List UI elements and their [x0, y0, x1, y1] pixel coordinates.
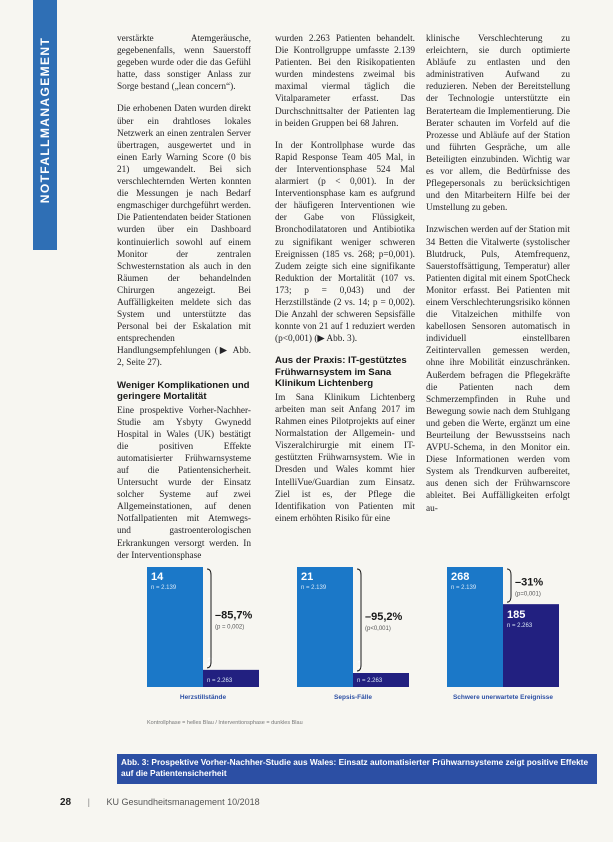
paragraph: Inzwischen werden auf der Station mit 34 Betten die Vitalwerte (systolischer Blutdruck, Puls, Atemfrequenz, Sauerstoffsättigung, Temperatur) aller Patienten digital mit einem SpotCheck Monitor erfasst. Bei Patienten mit einem Verschlechterungsrisiko können die Vitalzeichen mithilfe von kabellosen Sensoren automatisch in individuell einstellbaren Zeitintervallen gemessen werden, ohne ihre Mobilität einzuschränken. Außerdem befragen die Pflegekräfte die Patienten nach dem Schmerzempfinden in Ruhe und Bewegung sowie nach dem Stuhlgang und geben die Werte, ergänzt um eine Beurteilung der Bewusstseins nach AVPU-Schema, in den Monitor ein. Diese Informationen werden vom System als Trendkurven aufbereitet, aus denen sich der Frühwarnscore ableitet. Bei Auffälligkeiten erfolgt au-: [426, 225, 570, 514]
paragraph: wurden 2.263 Patienten behandelt. Die Kontrollgruppe umfasste 2.139 Patienten. Bei den Risikopatienten wurden mindestens zweimal bis maximal viermal täglich die Vitalparameter erfasst. Das Durchschnittsalter der Patienten lag in beiden Gruppen bei 68 Jahren.: [275, 34, 415, 129]
paragraph: Eine prospektive Vorher-Nachher-Studie am Ysbyty Gwynedd Hospital in Wales (UK) bestätigt die positiven Effekte automatisierter Frühwarnsysteme auf die Patientensicherheit. Untersucht wurde der Einsatz solcher Systeme auf zwei Allgemeinstationen, auf denen Notfallpatienten mit Atemwegs- und gastroenterologischen Erkrankungen versorgt werden. In der Interventionsphase: [117, 405, 251, 561]
section-band: [33, 0, 57, 250]
bar-n-intervention: n = 2.263: [207, 678, 233, 684]
change-label: –85,7%: [215, 609, 253, 622]
paragraph: klinische Verschlechterung zu erleichtern, sie durch optimierte Abläufe zu entlasten und den administrativen Aufwand zu reduzieren. Neben der Bereitstellung der Technologie unterstützte ein Beraterteam die Implementierung. Die Berater schauten im Vorfeld auf die Prozesse und Abläufe auf der Station und führten Gespräche, um alle Beteiligten einzubinden. Wichtig war es vor allem, die Bedürfnisse des Pflegepersonals zu berücksichtigen und den Mitarbeitern Hilfe bei der Umstellung zu geben.: [426, 34, 570, 214]
bar-value-control: 14: [151, 571, 164, 583]
change-bracket: [207, 569, 214, 668]
bar-value-control: 21: [301, 571, 314, 583]
group-label: Herzstillstände: [179, 694, 227, 701]
p-value-label: (p=0,001): [515, 591, 541, 598]
group-label: Schwere unerwartete Ereignisse: [452, 694, 554, 701]
text-column-3: [426, 33, 570, 525]
bar-value-intervention: 2: [207, 655, 214, 668]
publication-name: KU Gesundheitsmanagement 10/2018: [106, 797, 260, 807]
bar-value-control: 268: [451, 571, 470, 583]
section-heading: Aus der Praxis: IT-gestütztes Frühwarnsystem im Sana Klinikum Lichtenberg: [275, 355, 407, 390]
group-label: Sepsis-Fälle: [334, 694, 372, 701]
chart-legend-note: Kontrollphase = helles Blau / Interventionsphase = dunkles Blau: [147, 720, 303, 726]
paragraph: Die erhobenen Daten wurden direkt über ein drahtloses lokales Netzwerk an einen zentralen Server übertragen, ausgewertet und in einen Early Warning Score (0 bis 21) umgewandelt. Bei sich verschlechternden Werten konnten die Messungen je nach Bedarf engmaschiger durchgeführt werden. Die Patientendaten beider Stationen wurden über ein Dashboard kontinuierlich sowohl auf einem Monitor der zentralen Schwesternstation als auch in den Räumen der behandelnden Chirurgen angezeigt. Bei Auffälligkeiten meldete sich das System und unterstützte das Personal bei der Eskalation mit entsprechenden Handlungsempfehlungen (▶ Abb. 2, Seite 27).: [117, 104, 251, 369]
figure-chart: [117, 543, 597, 735]
bar-n-intervention: n = 2.263: [357, 678, 383, 684]
section-heading: Weniger Komplikationen und geringere Mortalität: [117, 379, 250, 403]
text-column-1: [117, 33, 251, 572]
change-bracket: [507, 569, 511, 602]
section-label: NOTFALLMANAGEMENT: [38, 36, 52, 204]
paragraph: verstärkte Atemgeräusche, gegebenenfalls, wenn Sauerstoff gegeben wurde oder die das Gefühl hatte, dass sonstiger Anlass zur Sorge bestand („lean concern“).: [117, 34, 251, 93]
caption-text: Abb. 3: Prospektive Vorher-Nachher-Studie aus Wales: Einsatz automatisierter Frühwarnsysteme zeigt positive Effekte auf die Patientensicherheit: [121, 757, 589, 778]
page-number: 28: [60, 797, 72, 808]
change-label: –31%: [515, 576, 544, 589]
change-bracket: [357, 569, 364, 671]
p-value-label: (p = 0,002): [215, 624, 245, 631]
bar-n-intervention: n = 2.263: [507, 623, 533, 630]
p-value-label: (p<0,001): [365, 626, 391, 632]
figure-caption: [117, 754, 597, 784]
bar-n-control: n = 2.139: [301, 585, 327, 591]
bar-value-intervention: 1: [357, 659, 364, 671]
text-column-2: [275, 33, 415, 535]
footer-separator: |: [87, 797, 90, 807]
paragraph: In der Kontrollphase wurde das Rapid Response Team 405 Mal, in der Interventionsphase 524 Mal alarmiert (p < 0,001). In der Interventionsphase kam es aufgrund der häufigeren Interventionen wie der Gabe von Flüssigkeit, Bronchodilatatoren und Antibiotika zu signifikant weniger schweren Ereignissen (185 vs. 268; p=0,001). Zudem zeigte sich eine signifikante Reduktion der Mortalität (107 vs. 173; p = 0,043) und der Herzstillstände (2 vs. 14; p = 0,002). Die Anzahl der schweren Sepsisfälle konnte von 21 auf 1 reduziert werden (p<0,001) (▶ Abb. 3).: [275, 140, 415, 345]
paragraph: Im Sana Klinikum Lichtenberg arbeiten man seit Anfang 2017 im Rahmen eines Pilotprojekts auf einer Normalstation der Allgemein- und Viszeralchirurgie mit einem IT-gestützten Frühwarnsystem. Wie in Dresden und Wales kommt hier IntelliVue/Guardian zum Einsatz. Ziel ist es, der Pflege die Identifikation von Patienten mit einem erhöhten Risiko für eine: [275, 392, 415, 524]
bar-n-control: n = 2.139: [151, 585, 177, 591]
change-label: –95,2%: [365, 611, 403, 623]
bar-n-control: n = 2.139: [451, 585, 477, 591]
bar-chart: [117, 543, 597, 735]
bar-value-intervention: 185: [507, 609, 526, 622]
page-footer: [60, 797, 260, 808]
